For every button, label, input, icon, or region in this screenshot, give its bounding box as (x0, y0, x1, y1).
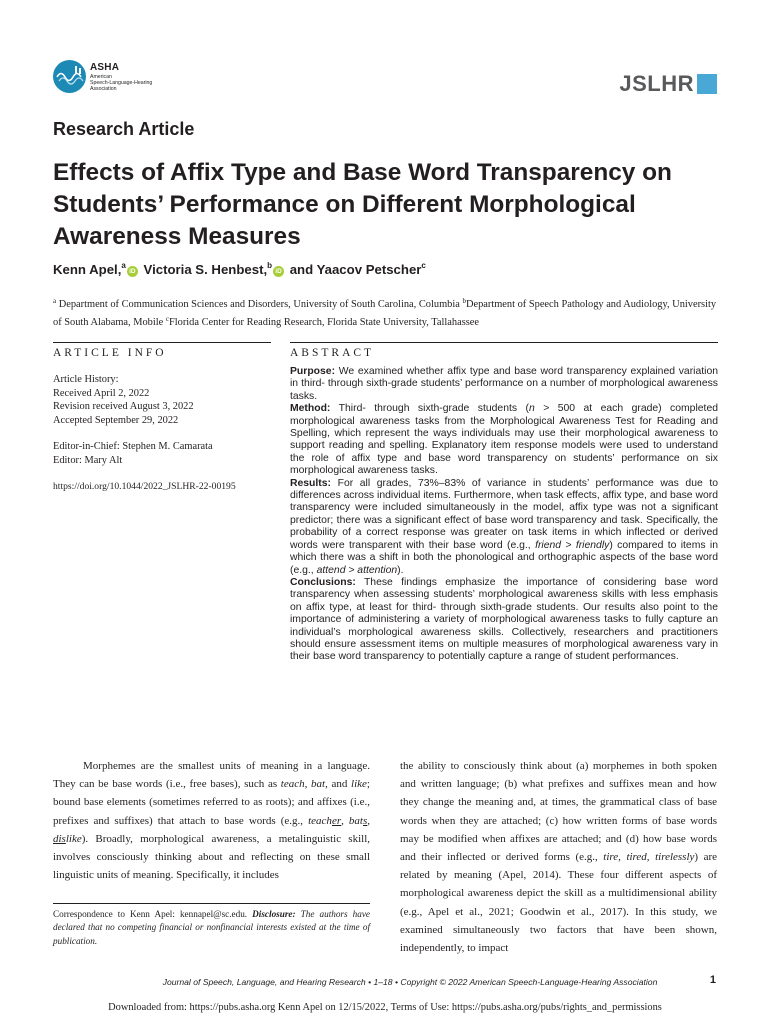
correspondence: Correspondence to Kenn Apel: kennapel@sc.edu. (53, 909, 248, 919)
body-paragraph: the ability to consciously think about (a) morphemes in both spoken and written language; (b) what prefixes and suffixes mean and how they change the meaning and, at times, the grammatical class of base words when they are attached; (c) how written forms of base words may be modified when affixes are attached; and (d) how base words and their inflected or derived forms (e.g., tire, tired, tirelessly) are related by meaning (Apel, 2014). These four different aspects of morphological awareness depict the skill as a multidimensional ability (e.g., Apel et al., 2021; Goodwin et al., 2017). In this study, we examined simultaneously two factors that have been shown, independently, to impact (400, 760, 718, 955)
abstract-body: Purpose: We examined whether affix type and base word transparency explained variation in third- through sixth-grade students’ performance on a number of morphological awareness tasks. Method: Third- through sixth-grade students (n > 500 at each grade) completed morphological awareness tasks from the Morphological Awareness Test for Reading and Spelling, which represent the ways individuals may use their morphological awareness to support reading and spelling. Explanatory item response models were used to understand the role of affix type and base word transparency on students’ performance on six morphological awareness tasks. Results: For all grades, 73%–83% of variance in students’ performance was due to differences across individual items. Furthermore, when task effects, affix type, and base word transparency were included simultaneously in the model, affix type was not a significant predictor; there was a significant effect of base word transparency and task. Specifically, the probability of a correct response was greater on task items in which inflected or derived words were transparent with their base word (e.g., friend > friendly) compared to items in which there was a shift in both the phonological and orthographic aspects of the base word (e.g., attend > attention). Conclusions: These findings emphasize the importance of considering base word transparency when assessing students’ morphological awareness skills with less emphasis on affix type, at least for third- through sixth-grade students. Our results also point to the importance of administering a variety of morphological awareness tasks to fully capture an individual’s morphological awareness skills. Collectively, researchers and practitioners should ensure assessment items on multiple measures of morphological awareness vary in their base word transparency to potentially capture a range of student performances. (290, 366, 719, 663)
received-date: Received April 2, 2022 (53, 387, 150, 399)
disclosure-label: Disclosure: (252, 909, 296, 919)
asha-name-line1: American (90, 74, 112, 80)
author-name: Kenn Apel, (53, 262, 122, 277)
article-title: Effects of Affix Type and Base Word Transparency on Students’ Performance on Different Morphological Awareness Measures (53, 159, 672, 250)
page-number: 1 (709, 974, 716, 986)
affiliation-c: Florida Center for Reading Research, Florida State University, Tallahassee (168, 317, 480, 328)
conclusions-label: Conclusions: (290, 576, 356, 588)
purpose-label: Purpose: (290, 366, 336, 377)
body-right-column (400, 757, 717, 957)
divider (53, 342, 271, 343)
body-paragraph: Morphemes are the smallest units of meaning in a language. They can be base words (i.e., free bases), such as teach, bat, and like; bound base elements (sometimes referred to as roots); and affixes (i.e., prefixes and suffixes) that attach to base words (e.g., teacher, bats, dislike). Broadly, morphological awareness, a metalinguistic skill, involves consciously thinking about and reflecting on these small linguistic units of meaning. Specifically, it includes (53, 760, 371, 882)
article-type: Research Article (53, 119, 195, 139)
abstract-heading: ABSTRACT (290, 347, 375, 359)
affiliation-b: Department of Speech Pathology and Audiology, University of South Alabama, Mobile (53, 299, 717, 328)
author-affil-mark: b (267, 261, 273, 270)
author-name: Victoria S. Henbest, (143, 262, 268, 277)
download-notice: Downloaded from: https://pubs.asha.org Kenn Apel on 12/15/2022, Terms of Use: https://pubs.asha.org/pubs/rights_and_permissions (108, 1002, 662, 1013)
conclusions-text: These findings emphasize the importance of considering base word transparency when assessing students’ morphological awareness skills with less emphasis on affix type, at least for third- through sixth-grade students. Our results also point to the importance of administering a variety of morphological awareness tasks to fully capture an individual’s morphological awareness skills. Collectively, researchers and practitioners should ensure assessment items on multiple measures of morphological awareness vary in their base word transparency to potentially capture a range of student performances. (290, 576, 718, 663)
journal-logo (619, 72, 717, 96)
author-affil-mark: c (421, 261, 426, 270)
purpose-text: We examined whether affix type and base word transparency explained variation in third- through sixth-grade students’ performance on a number of morphological awareness tasks. (290, 366, 718, 402)
author-affil-mark: a (121, 261, 126, 270)
author-name: and Yaacov Petscher (289, 262, 422, 277)
journal-citation: Journal of Speech, Language, and Hearing Research • 1–18 • Copyright © 2022 American Speech-Language-Hearing Association (162, 977, 658, 987)
affiliations: $^a$ Department of Communication Sciences and Disorders, University of South Carolina, Columbia $^b$Department of Speech Pathology and Audiology, University of South Alabama, Mobile $^c$Florida Center for Reading Research, Florida State University, Tallahassee (53, 297, 717, 328)
asha-name-line3: Association (90, 86, 117, 92)
revision-date: Revision received August 3, 2022 (53, 401, 194, 412)
editor: Editor: Mary Alt (53, 454, 123, 466)
method-label: Method: (290, 403, 331, 415)
doi-link[interactable]: https://doi.org/10.1044/2022_JSLHR-22-00195 (53, 481, 236, 492)
orcid-icon[interactable]: iD (273, 266, 284, 277)
history-label: Article History: (53, 374, 119, 385)
journal-abbrev: JSLHR (619, 71, 694, 96)
results-label: Results: (290, 477, 331, 489)
asha-logo-icon (53, 60, 86, 93)
body-left-column (53, 757, 370, 884)
asha-abbrev: ASHA (90, 62, 120, 73)
accepted-date: Accepted September 29, 2022 (53, 414, 179, 426)
author-list (53, 261, 426, 277)
article-history (53, 373, 273, 494)
affiliation-a: Department of Communication Sciences and Disorders, University of South Carolina, Columbia (58, 299, 460, 310)
article-info-heading: ARTICLE INFO (53, 347, 167, 359)
disclosure-text: The authors have declared that no competing financial or nonfinancial interests existed at the time of publication. (53, 909, 370, 946)
editor-in-chief: Editor-in-Chief: Stephen M. Camarata (53, 441, 213, 452)
orcid-icon[interactable]: iD (127, 266, 138, 277)
results-text: For all grades, 73%–83% of variance in students’ performance was due to differences across individual items. Furthermore, when task effects, affix type, and base word transparency were included simultaneously in the model, affix type was not a significant predictor; there was a significant effect of base word transparency and task. Specifically, the probability of a correct response was greater on task items in which inflected or derived words were transparent with their base word (e.g., (290, 477, 719, 551)
asha-logo (53, 60, 173, 98)
journal-square-icon (697, 74, 717, 94)
footnote-divider (53, 903, 370, 904)
asha-name-line2: Speech-Language-Hearing (90, 80, 153, 86)
method-text: > 500 at each grade) completed morphological awareness tasks from the Morphological Awareness Test for Reading and Spelling, which represent the ways individuals may use their morphological awareness to support reading and spelling. Explanatory item response models were used to understand the role of affix type and base word transparency on students’ performance on six morphological awareness tasks. (290, 403, 718, 477)
divider (290, 342, 718, 343)
footnote (53, 908, 370, 948)
